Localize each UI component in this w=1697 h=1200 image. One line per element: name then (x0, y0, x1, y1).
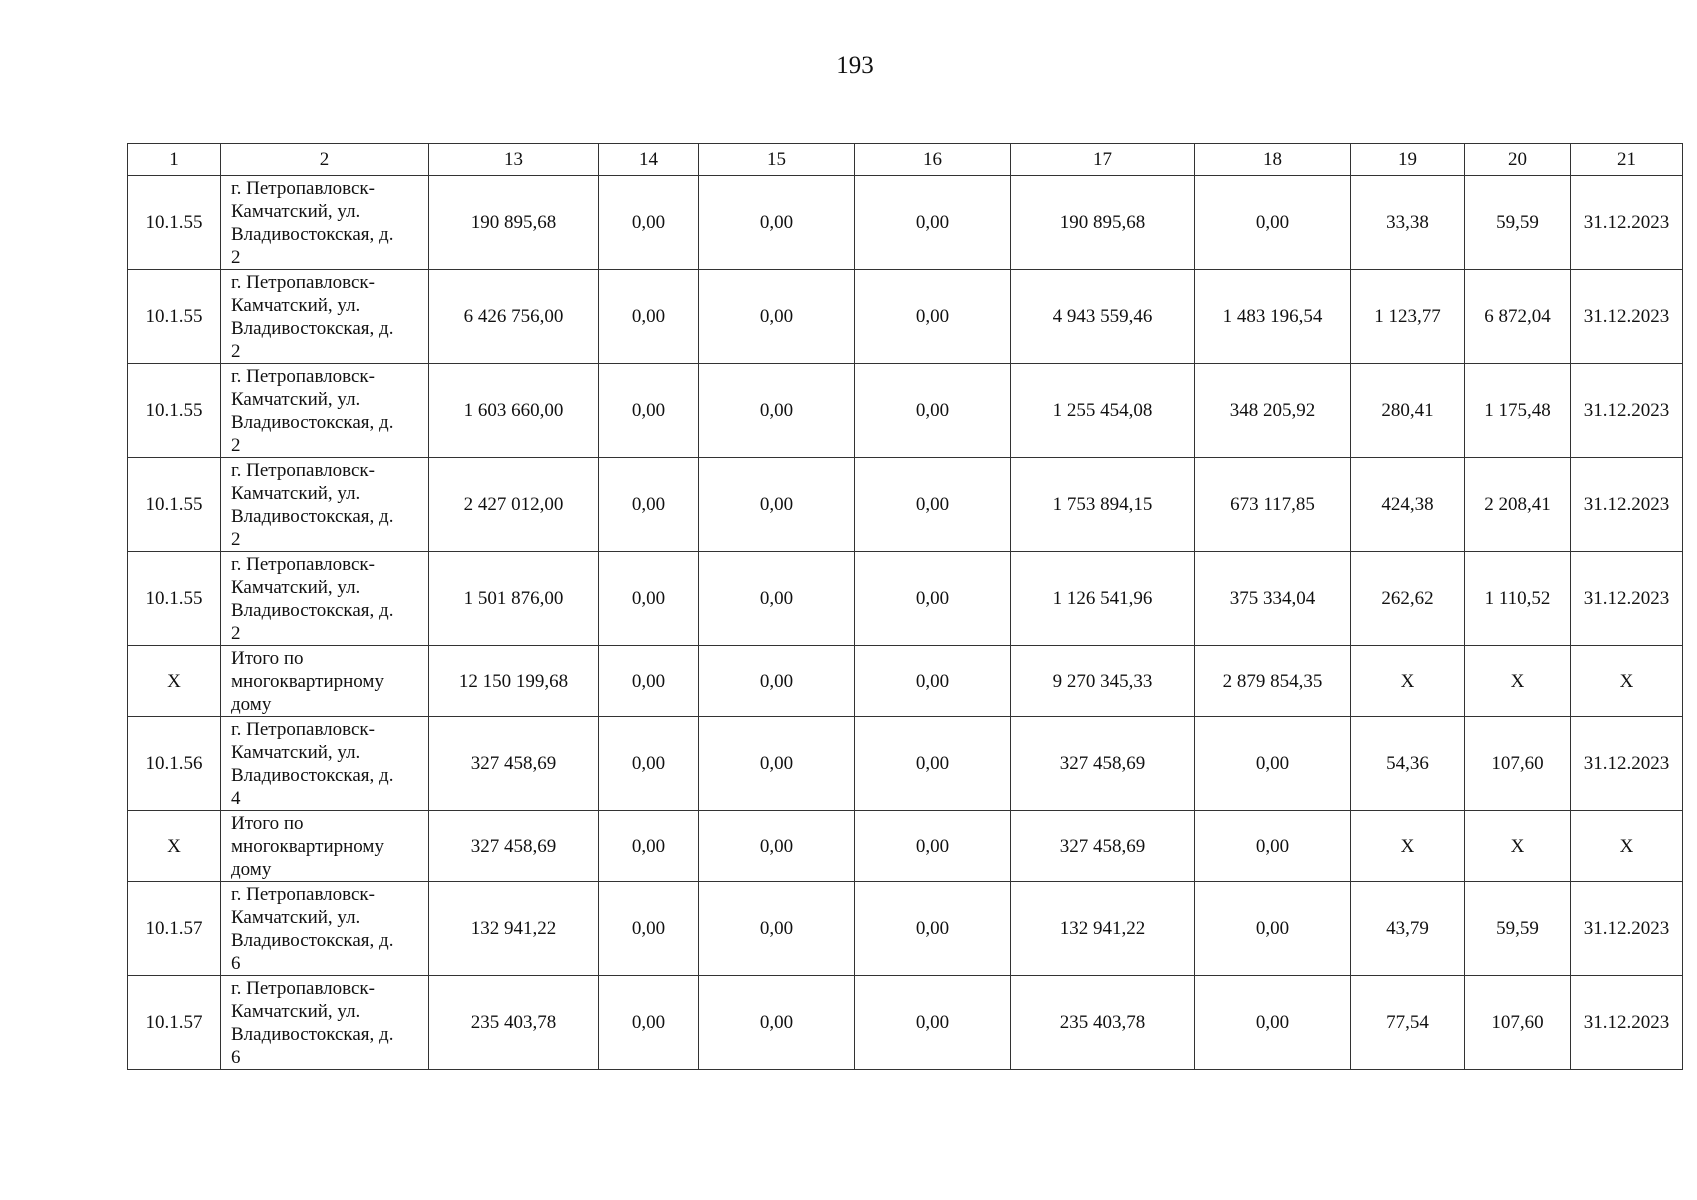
table-cell: X (1351, 811, 1465, 882)
address-line: Владивостокская, д. (231, 599, 394, 621)
table-cell: 10.1.55 (128, 270, 221, 364)
table-cell: 673 117,85 (1195, 458, 1351, 552)
table-cell: X (1465, 646, 1571, 717)
data-table (127, 143, 1683, 1070)
table-cell: 10.1.55 (128, 176, 221, 270)
table-cell: 0,00 (699, 176, 855, 270)
table-body (128, 144, 1683, 1070)
column-header: 2 (221, 144, 429, 176)
table-row (128, 552, 1683, 646)
table-cell: 0,00 (599, 458, 699, 552)
table-cell: 31.12.2023 (1571, 976, 1683, 1070)
address-line: г. Петропавловск- (231, 977, 375, 999)
table-row (128, 717, 1683, 811)
table-cell: 375 334,04 (1195, 552, 1351, 646)
address-line: многоквартирному (231, 670, 384, 692)
address-line: многоквартирному (231, 835, 384, 857)
address-line: г. Петропавловск- (231, 459, 375, 481)
table-cell: 280,41 (1351, 364, 1465, 458)
address-line: 6 (231, 1046, 241, 1068)
table-cell: 0,00 (855, 364, 1011, 458)
address-line: г. Петропавловск- (231, 553, 375, 575)
table-cell: 1 123,77 (1351, 270, 1465, 364)
table-cell: 77,54 (1351, 976, 1465, 1070)
table-cell: 10.1.55 (128, 458, 221, 552)
table-cell: 0,00 (855, 717, 1011, 811)
address-line: 2 (231, 434, 241, 456)
address-line: 6 (231, 952, 241, 974)
table-cell: 54,36 (1351, 717, 1465, 811)
table-cell: 0,00 (855, 646, 1011, 717)
table-cell: X (128, 811, 221, 882)
address-line: Камчатский, ул. (231, 294, 361, 316)
column-header: 19 (1351, 144, 1465, 176)
table-cell: 0,00 (699, 882, 855, 976)
table-cell: 6 872,04 (1465, 270, 1571, 364)
table-cell: 424,38 (1351, 458, 1465, 552)
table-cell: 0,00 (855, 270, 1011, 364)
table-cell: 327 458,69 (1011, 811, 1195, 882)
table-cell: 0,00 (1195, 976, 1351, 1070)
address-line: г. Петропавловск- (231, 177, 375, 199)
address-line: Владивостокская, д. (231, 764, 394, 786)
address-line: Владивостокская, д. (231, 929, 394, 951)
table-cell: 327 458,69 (429, 811, 599, 882)
table-cell: 0,00 (599, 976, 699, 1070)
table-cell: 9 270 345,33 (1011, 646, 1195, 717)
table-cell: 0,00 (855, 176, 1011, 270)
subtotal-label-cell (221, 646, 429, 717)
table-cell: 0,00 (599, 270, 699, 364)
address-line: Камчатский, ул. (231, 200, 361, 222)
table-cell: 0,00 (599, 364, 699, 458)
table-cell: 0,00 (1195, 717, 1351, 811)
address-line: Владивостокская, д. (231, 411, 394, 433)
table-cell: 0,00 (855, 882, 1011, 976)
address-line: Камчатский, ул. (231, 576, 361, 598)
column-header: 17 (1011, 144, 1195, 176)
table-cell: 2 879 854,35 (1195, 646, 1351, 717)
table-cell: 0,00 (855, 552, 1011, 646)
address-line: Камчатский, ул. (231, 388, 361, 410)
address-line: Владивостокская, д. (231, 223, 394, 245)
column-header: 1 (128, 144, 221, 176)
table-header-row (128, 144, 1683, 176)
address-line: Камчатский, ул. (231, 482, 361, 504)
table-cell: 31.12.2023 (1571, 882, 1683, 976)
table-cell: 0,00 (699, 270, 855, 364)
table-cell: 107,60 (1465, 976, 1571, 1070)
address-line: Камчатский, ул. (231, 1000, 361, 1022)
table-cell: 1 126 541,96 (1011, 552, 1195, 646)
table-cell: 33,38 (1351, 176, 1465, 270)
table-cell: 132 941,22 (429, 882, 599, 976)
table-row (128, 458, 1683, 552)
subtotal-row (128, 646, 1683, 717)
table-row (128, 270, 1683, 364)
address-line: г. Петропавловск- (231, 883, 375, 905)
address-line: 4 (231, 787, 241, 809)
column-header: 18 (1195, 144, 1351, 176)
table-cell: 235 403,78 (429, 976, 599, 1070)
table-cell: 10.1.57 (128, 976, 221, 1070)
column-header: 16 (855, 144, 1011, 176)
table-cell: X (1465, 811, 1571, 882)
table-cell: 31.12.2023 (1571, 270, 1683, 364)
address-line: г. Петропавловск- (231, 718, 375, 740)
column-header: 15 (699, 144, 855, 176)
column-header: 21 (1571, 144, 1683, 176)
address-line: Владивостокская, д. (231, 1023, 394, 1045)
table-cell: 59,59 (1465, 176, 1571, 270)
table-cell: 1 603 660,00 (429, 364, 599, 458)
table-cell: 1 110,52 (1465, 552, 1571, 646)
table-cell: 0,00 (855, 458, 1011, 552)
table-cell: 190 895,68 (429, 176, 599, 270)
table-cell: 2 208,41 (1465, 458, 1571, 552)
table-cell: 43,79 (1351, 882, 1465, 976)
address-cell (221, 364, 429, 458)
address-line: дому (231, 693, 272, 715)
table-cell: 0,00 (699, 646, 855, 717)
address-cell (221, 882, 429, 976)
table-cell: 0,00 (1195, 176, 1351, 270)
table-cell: 2 427 012,00 (429, 458, 599, 552)
address-cell (221, 552, 429, 646)
table-cell: 0,00 (699, 458, 855, 552)
table-cell: 0,00 (599, 552, 699, 646)
table-cell: X (1571, 646, 1683, 717)
address-line: 2 (231, 340, 241, 362)
table-cell: 31.12.2023 (1571, 552, 1683, 646)
table-cell: 0,00 (699, 717, 855, 811)
table-cell: 0,00 (599, 882, 699, 976)
table-cell: 327 458,69 (429, 717, 599, 811)
table-cell: 0,00 (855, 811, 1011, 882)
address-line: г. Петропавловск- (231, 271, 375, 293)
address-cell (221, 717, 429, 811)
table-cell: 0,00 (699, 552, 855, 646)
table-cell: 0,00 (699, 811, 855, 882)
table-cell: X (1351, 646, 1465, 717)
table-cell: 31.12.2023 (1571, 458, 1683, 552)
table-cell: 6 426 756,00 (429, 270, 599, 364)
table-cell: X (128, 646, 221, 717)
address-line: г. Петропавловск- (231, 365, 375, 387)
table-cell: 132 941,22 (1011, 882, 1195, 976)
table-cell: 31.12.2023 (1571, 176, 1683, 270)
table-cell: 1 753 894,15 (1011, 458, 1195, 552)
table-cell: 0,00 (699, 364, 855, 458)
table-cell: 0,00 (1195, 811, 1351, 882)
address-line: Итого по (231, 647, 304, 669)
table-cell: 10.1.57 (128, 882, 221, 976)
column-header: 14 (599, 144, 699, 176)
table-row (128, 976, 1683, 1070)
table-cell: 1 175,48 (1465, 364, 1571, 458)
address-line: 2 (231, 246, 241, 268)
table-row (128, 364, 1683, 458)
subtotal-label-cell (221, 811, 429, 882)
table-cell: 107,60 (1465, 717, 1571, 811)
table-cell: 10.1.55 (128, 364, 221, 458)
table-cell: 190 895,68 (1011, 176, 1195, 270)
address-cell (221, 270, 429, 364)
table-cell: 235 403,78 (1011, 976, 1195, 1070)
table-cell: 0,00 (599, 717, 699, 811)
address-cell (221, 976, 429, 1070)
table-row (128, 176, 1683, 270)
table-cell: 1 501 876,00 (429, 552, 599, 646)
column-header: 13 (429, 144, 599, 176)
table-cell: 10.1.56 (128, 717, 221, 811)
address-cell (221, 458, 429, 552)
column-header: 20 (1465, 144, 1571, 176)
address-line: 2 (231, 622, 241, 644)
table-cell: X (1571, 811, 1683, 882)
address-line: Владивостокская, д. (231, 505, 394, 527)
table-cell: 0,00 (599, 176, 699, 270)
table-cell: 348 205,92 (1195, 364, 1351, 458)
table-cell: 4 943 559,46 (1011, 270, 1195, 364)
table-cell: 262,62 (1351, 552, 1465, 646)
table-row (128, 882, 1683, 976)
address-line: Владивостокская, д. (231, 317, 394, 339)
subtotal-row (128, 811, 1683, 882)
address-line: Итого по (231, 812, 304, 834)
table-cell: 59,59 (1465, 882, 1571, 976)
address-line: дому (231, 858, 272, 880)
table-cell: 0,00 (599, 811, 699, 882)
address-cell (221, 176, 429, 270)
table-cell: 0,00 (599, 646, 699, 717)
table-cell: 0,00 (699, 976, 855, 1070)
page-number: 193 (836, 52, 874, 79)
table-cell: 0,00 (855, 976, 1011, 1070)
table-cell: 1 255 454,08 (1011, 364, 1195, 458)
address-line: Камчатский, ул. (231, 906, 361, 928)
table-cell: 12 150 199,68 (429, 646, 599, 717)
table-cell: 10.1.55 (128, 552, 221, 646)
address-line: Камчатский, ул. (231, 741, 361, 763)
table-cell: 31.12.2023 (1571, 717, 1683, 811)
address-line: 2 (231, 528, 241, 550)
table-cell: 31.12.2023 (1571, 364, 1683, 458)
table-cell: 327 458,69 (1011, 717, 1195, 811)
table-cell: 0,00 (1195, 882, 1351, 976)
table-cell: 1 483 196,54 (1195, 270, 1351, 364)
